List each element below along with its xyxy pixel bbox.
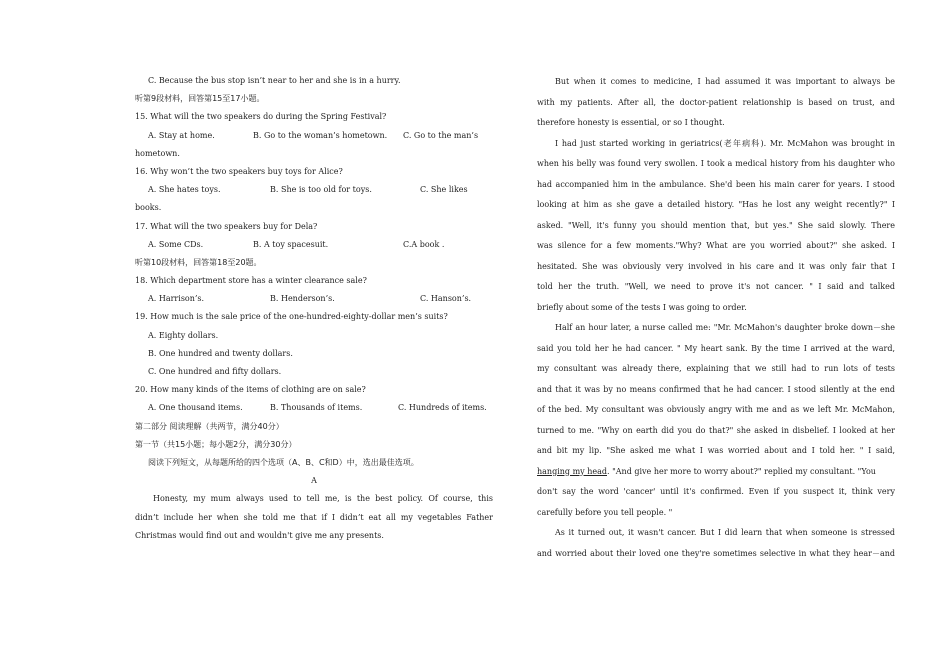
part-heading: 第二部分 阅读理解（共两节，满分40分） (135, 421, 284, 431)
passage-line: Honesty, my mum always used to tell me, is the best policy. Of course, this (153, 494, 493, 504)
option-a: A. Stay at home. (148, 130, 215, 140)
option-c: C. Go to the man’s (403, 130, 479, 140)
option-c: C.A book . (403, 239, 445, 249)
passage-line: turned to me. "Why on earth did you do that?" she asked in disbelief. I looked at her (537, 425, 895, 435)
passage-line: and worried about their loved one they're sometimes selective in what they hear－and (537, 548, 895, 558)
question-18-options (135, 290, 493, 308)
option-continuation: hometown. (135, 148, 180, 158)
option-b: B. A toy spacesuit. (253, 239, 329, 249)
passage-line: with my patients. After all, the doctor-patient relationship is based on trust, and (537, 97, 895, 107)
passage-line: when his belly was found very swollen. I took a medical history from his daughter who (537, 159, 895, 168)
option-c: C. One hundred and fifty dollars. (148, 367, 282, 376)
passage-line: briefly about some of the tests I was going to order. (537, 302, 747, 312)
passage-line: looking at him as she gave a detailed history. "Has he lost any weight recently?" I (537, 200, 895, 209)
option-continuation: books. (135, 203, 162, 213)
passage-label: A (311, 476, 317, 486)
question-17: 17. What will the two speakers buy for Dela? (135, 221, 318, 231)
option-a: A. Harrison’s. (148, 294, 205, 304)
passage-line: told her the truth. "Well, we need to prove it's not cancer. " I said and talked (537, 282, 895, 291)
section-heading: 第一节（共15小题；每小题2分，满分30分） (135, 439, 297, 449)
option-b: B. Thousands of items. (270, 403, 363, 413)
section-instruction: 听第10段材料，回答第18至20题。 (135, 257, 262, 267)
passage-line: As it turned out, it wasn't cancer. But I did learn that when someone is stressed (555, 528, 895, 537)
passage-line: and that it was by no means confirmed that he had cancer. I stood silently at the end (537, 384, 895, 394)
option-line: C. Because the bus stop isn’t near to her and she is in a hurry. (148, 76, 401, 85)
passage-line: asked. "Well, it's funny you should mention that, but yes." She said slowly. There (537, 220, 895, 230)
passage-line (537, 462, 895, 483)
passage-line: of the bed. My consultant was obviously angry with me and as we left Mr. McMahon, (537, 405, 895, 414)
option-c: C. She likes (420, 185, 468, 195)
question-17-options (135, 236, 493, 254)
passage-line: Christmas would find out and wouldn't give me any presents. (135, 530, 384, 540)
passage-line: didn’t include her when she told me that if I didn’t eat all my vegetables Father (135, 512, 493, 522)
option-b: B. She is too old for toys. (270, 185, 372, 195)
option-a: A. Some CDs. (148, 239, 204, 249)
left-column (135, 72, 493, 545)
passage-line: carefully before you tell people. " (537, 507, 673, 517)
question-19: 19. How much is the sale price of the one-hundred-eighty-dollar men’s suits? (135, 312, 448, 322)
passage-line: Half an hour later, a nurse called me: "Mr. McMahon's daughter broke down－she (555, 323, 895, 332)
passage-line: hesitated. She was obviously very involved in his care and it was only fair that I (537, 261, 895, 271)
section-instruction: 听第9段材料，回答第15至17小题。 (135, 94, 265, 104)
option-c: C. Hundreds of items. (398, 403, 487, 413)
option-b: B. Go to the woman’s hometown. (253, 130, 388, 140)
underlined-phrase: hanging my head (537, 466, 607, 476)
passage-line: I had just started working in geriatrics(老年病科). Mr. McMahon was brought in (555, 138, 895, 148)
option-c: C. Hanson’s. (420, 294, 472, 304)
passage-line: my consultant was already there, explaining that we still had to run lots of tests (537, 364, 895, 373)
question-16: 16. Why won’t the two speakers buy toys for Alice? (135, 166, 343, 176)
passage-text: . "And give her more to worry about?" replied my consultant. "You (607, 466, 876, 476)
question-18: 18. Which department store has a winter clearance sale? (135, 276, 367, 286)
question-15: 15. What will the two speakers do during the Spring Festival? (135, 112, 387, 122)
question-16-options (135, 181, 493, 199)
right-column (537, 72, 895, 564)
option-b: B. Henderson’s. (270, 294, 335, 304)
question-20-options (135, 399, 493, 417)
option-b: B. One hundred and twenty dollars. (148, 348, 293, 358)
question-15-options (135, 127, 493, 145)
passage-line: therefore honesty is essential, or so I thought. (537, 118, 725, 127)
option-a: A. One thousand items. (148, 403, 243, 413)
option-a: A. She hates toys. (148, 185, 221, 195)
option-a: A. Eighty dollars. (148, 330, 219, 340)
passage-line: was silence for a few moments."Why? What are you worried about?" she asked. I (537, 241, 895, 250)
question-20: 20. How many kinds of the items of clothing are on sale? (135, 385, 366, 395)
passage-line: But when it comes to medicine, I had assumed it was important to always be (555, 77, 895, 86)
passage-line: and bit my lip. "She asked me what I was worried about and I told her. " I said, (537, 446, 895, 455)
reading-instruction: 阅读下列短文，从每题所给的四个选项（A、B、C和D）中，选出最佳选项。 (148, 457, 419, 467)
passage-line: had accompanied him in the ambulance. She'd been his main carer for years. I stood (537, 179, 895, 189)
passage-line: said you told her he had cancer. " My heart sank. By the time I arrived at the ward, (537, 343, 895, 353)
passage-line: don't say the word 'cancer' until it's confirmed. Even if you suspect it, think very (537, 487, 895, 496)
